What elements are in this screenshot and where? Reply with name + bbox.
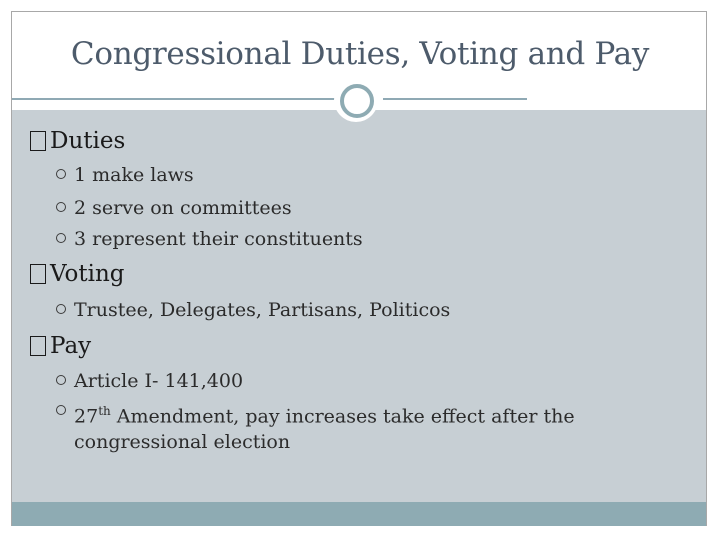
list-item-text: 1 make laws	[74, 164, 194, 186]
list-item	[56, 398, 575, 455]
list-item-text	[74, 398, 575, 455]
section-heading-pay	[30, 333, 91, 359]
ordinal-suffix: th	[98, 404, 111, 418]
list-item-text: 3 represent their constituents	[74, 228, 363, 250]
section-heading-label: Pay	[50, 333, 92, 359]
list-item-text: 2 serve on committees	[74, 197, 292, 219]
circle-bullet-icon	[56, 375, 66, 385]
section-heading-label: Voting	[50, 261, 125, 287]
circle-ring-icon	[340, 84, 374, 118]
circle-bullet-icon	[56, 405, 66, 415]
circle-bullet-icon	[56, 233, 66, 243]
list-item-text-rest: Amendment, pay increases take effect after the	[110, 405, 575, 428]
footer-bar	[12, 502, 706, 526]
title-rule-right	[383, 98, 527, 100]
slide-title: Congressional Duties, Voting and Pay	[70, 36, 650, 72]
list-item	[56, 226, 363, 252]
title-rule-left	[12, 98, 339, 100]
ordinal-number: 27	[74, 405, 99, 428]
circle-bullet-icon	[56, 304, 66, 314]
section-heading-duties	[30, 128, 125, 154]
list-item	[56, 195, 292, 221]
square-bullet-icon	[30, 131, 46, 151]
circle-bullet-icon	[56, 202, 66, 212]
square-bullet-icon	[30, 264, 46, 284]
section-heading-label: Duties	[50, 128, 126, 154]
list-item-text: Article I- 141,400	[74, 370, 244, 392]
list-item-text-line2: congressional election	[74, 431, 291, 454]
section-heading-voting	[30, 261, 124, 287]
list-item	[56, 297, 450, 323]
list-item	[56, 162, 194, 188]
list-item-text: Trustee, Delegates, Partisans, Politicos	[74, 299, 451, 321]
circle-bullet-icon	[56, 169, 66, 179]
square-bullet-icon	[30, 336, 46, 356]
list-item	[56, 368, 243, 394]
